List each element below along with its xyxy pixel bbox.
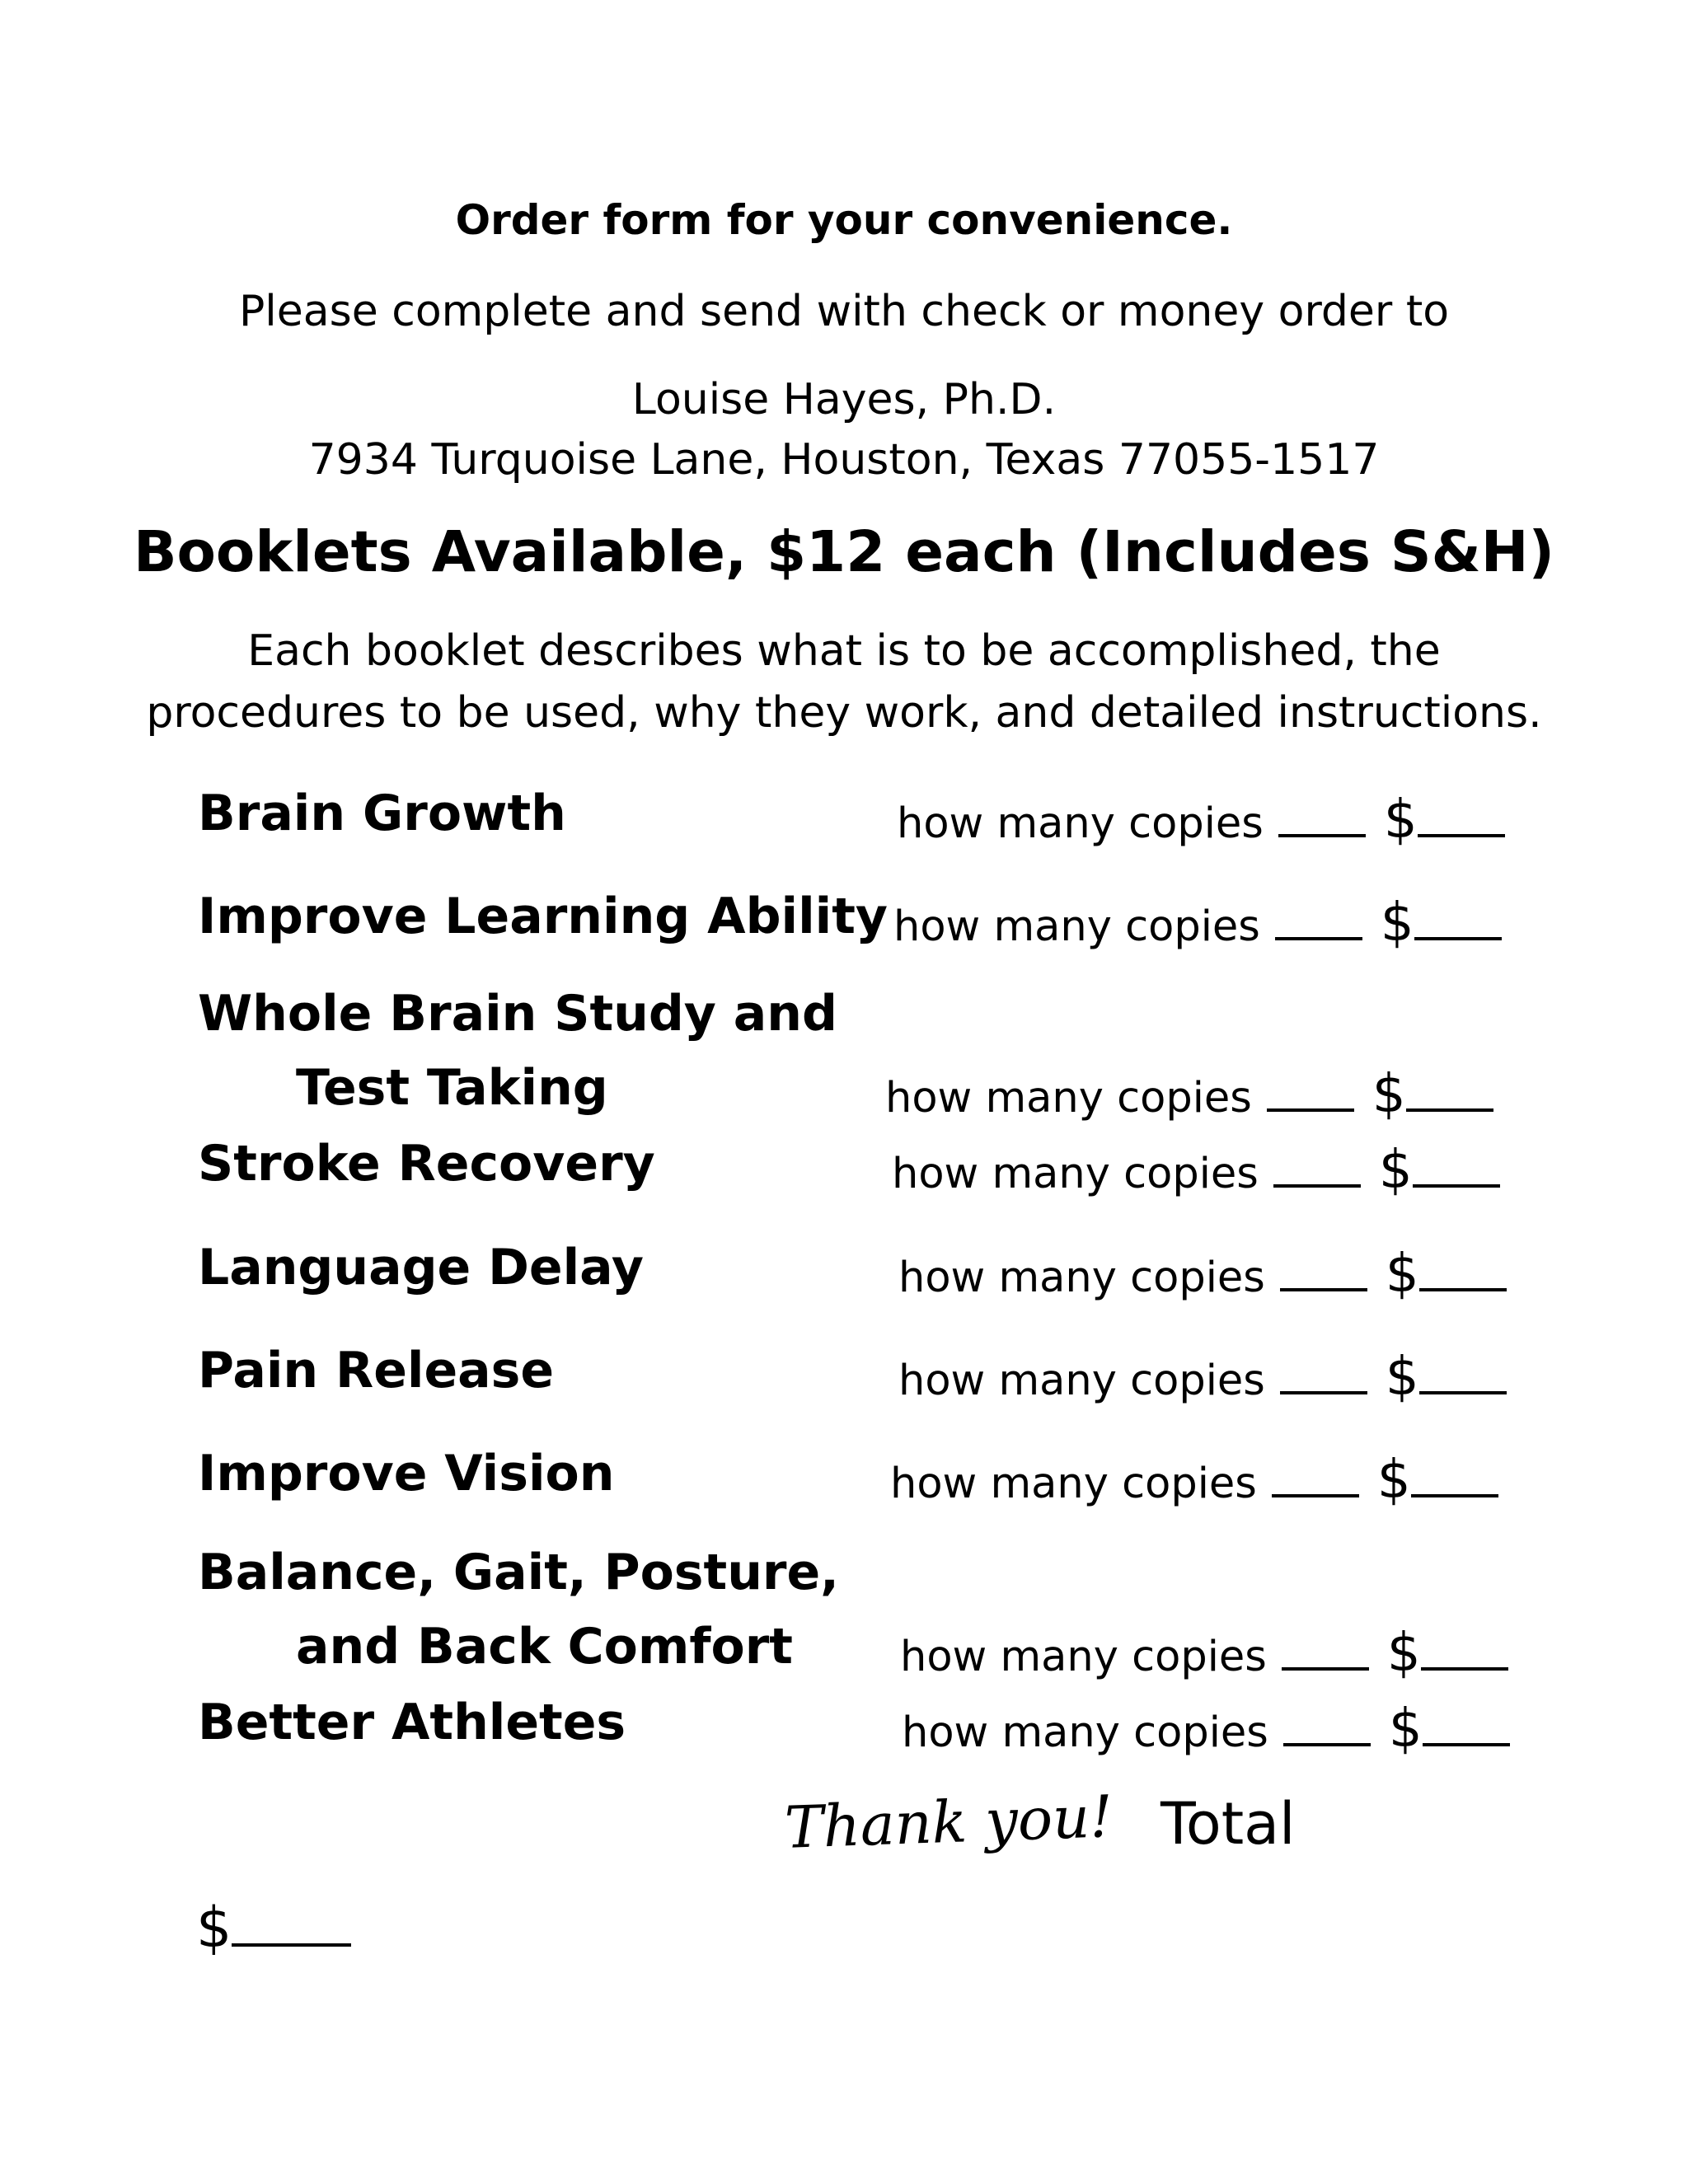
booklet-description-line-2: procedures to be used, why they work, and detailed instructions. (146, 688, 1542, 738)
amount-blank[interactable] (1419, 1357, 1507, 1394)
copies-label: how many copies (885, 1074, 1252, 1122)
copies-label: how many copies (893, 902, 1260, 951)
copies-label: how many copies (892, 1150, 1259, 1198)
total-amount-blank[interactable] (232, 1902, 351, 1947)
order-line (897, 790, 1505, 851)
amount-blank[interactable] (1418, 799, 1505, 837)
booklets-title: Booklets Available, $12 each (Includes S&H) (133, 519, 1555, 585)
copies-blank[interactable] (1280, 1357, 1367, 1394)
copies-blank[interactable] (1272, 1460, 1359, 1497)
total-amount-line (196, 1896, 351, 1961)
copies-label: how many copies (900, 1633, 1267, 1681)
copies-label: how many copies (898, 1254, 1265, 1302)
mailing-instructions: Please complete and send with check or money order to (238, 287, 1450, 336)
booklet-item-title: Pain Release (198, 1342, 555, 1399)
booklet-item-title-continued: and Back Comfort (296, 1618, 793, 1675)
order-line (898, 1347, 1507, 1408)
copies-label: how many copies (902, 1708, 1268, 1757)
amount-blank[interactable] (1411, 1460, 1498, 1497)
total-label: Total (1160, 1790, 1296, 1858)
booklet-item-title: Whole Brain Study and (198, 985, 837, 1043)
booklet-item-title: Improve Learning Ability (198, 888, 889, 945)
form-heading: Order form for your convenience. (455, 196, 1233, 244)
recipient-name: Louise Hayes, Ph.D. (631, 375, 1057, 424)
copies-blank[interactable] (1278, 799, 1366, 837)
currency-symbol: $ (1383, 790, 1418, 851)
order-line (892, 1140, 1500, 1201)
order-line (898, 1244, 1507, 1305)
currency-symbol: $ (1378, 1140, 1413, 1201)
currency-symbol: $ (1385, 1244, 1419, 1305)
booklet-description-line-1: Each booklet describes what is to be accomplished, the (247, 626, 1441, 676)
order-line (900, 1623, 1508, 1684)
copies-label: how many copies (897, 799, 1264, 848)
booklet-item-title: Stroke Recovery (198, 1135, 655, 1193)
total-currency-symbol: $ (196, 1896, 232, 1961)
copies-blank[interactable] (1275, 902, 1362, 940)
amount-blank[interactable] (1423, 1708, 1510, 1746)
currency-symbol: $ (1376, 1450, 1411, 1511)
order-line (902, 1699, 1510, 1760)
order-line (893, 893, 1502, 954)
booklet-item-title: Brain Growth (198, 785, 566, 842)
copies-label: how many copies (890, 1460, 1257, 1508)
thank-you-script: Thank you! (783, 1783, 1114, 1862)
amount-blank[interactable] (1419, 1254, 1507, 1291)
recipient-address: 7934 Turquoise Lane, Houston, Texas 77055-1517 (308, 435, 1380, 485)
booklet-item-title: Better Athletes (198, 1694, 626, 1751)
booklet-item-title: Improve Vision (198, 1445, 615, 1502)
copies-label: how many copies (898, 1357, 1265, 1405)
amount-blank[interactable] (1413, 1150, 1500, 1188)
order-line (890, 1450, 1498, 1511)
copies-blank[interactable] (1273, 1150, 1361, 1188)
amount-blank[interactable] (1421, 1633, 1508, 1671)
copies-blank[interactable] (1283, 1708, 1371, 1746)
copies-blank[interactable] (1280, 1254, 1367, 1291)
currency-symbol: $ (1380, 893, 1414, 954)
copies-blank[interactable] (1282, 1633, 1369, 1671)
amount-blank[interactable] (1414, 902, 1502, 940)
currency-symbol: $ (1386, 1623, 1421, 1684)
order-line (885, 1064, 1493, 1125)
currency-symbol: $ (1385, 1347, 1419, 1408)
copies-blank[interactable] (1267, 1074, 1354, 1112)
currency-symbol: $ (1372, 1064, 1406, 1125)
booklet-item-title: Language Delay (198, 1239, 644, 1296)
booklet-item-title-continued: Test Taking (296, 1059, 608, 1117)
amount-blank[interactable] (1406, 1074, 1493, 1112)
currency-symbol: $ (1388, 1699, 1423, 1760)
booklet-item-title: Balance, Gait, Posture, (198, 1544, 839, 1601)
